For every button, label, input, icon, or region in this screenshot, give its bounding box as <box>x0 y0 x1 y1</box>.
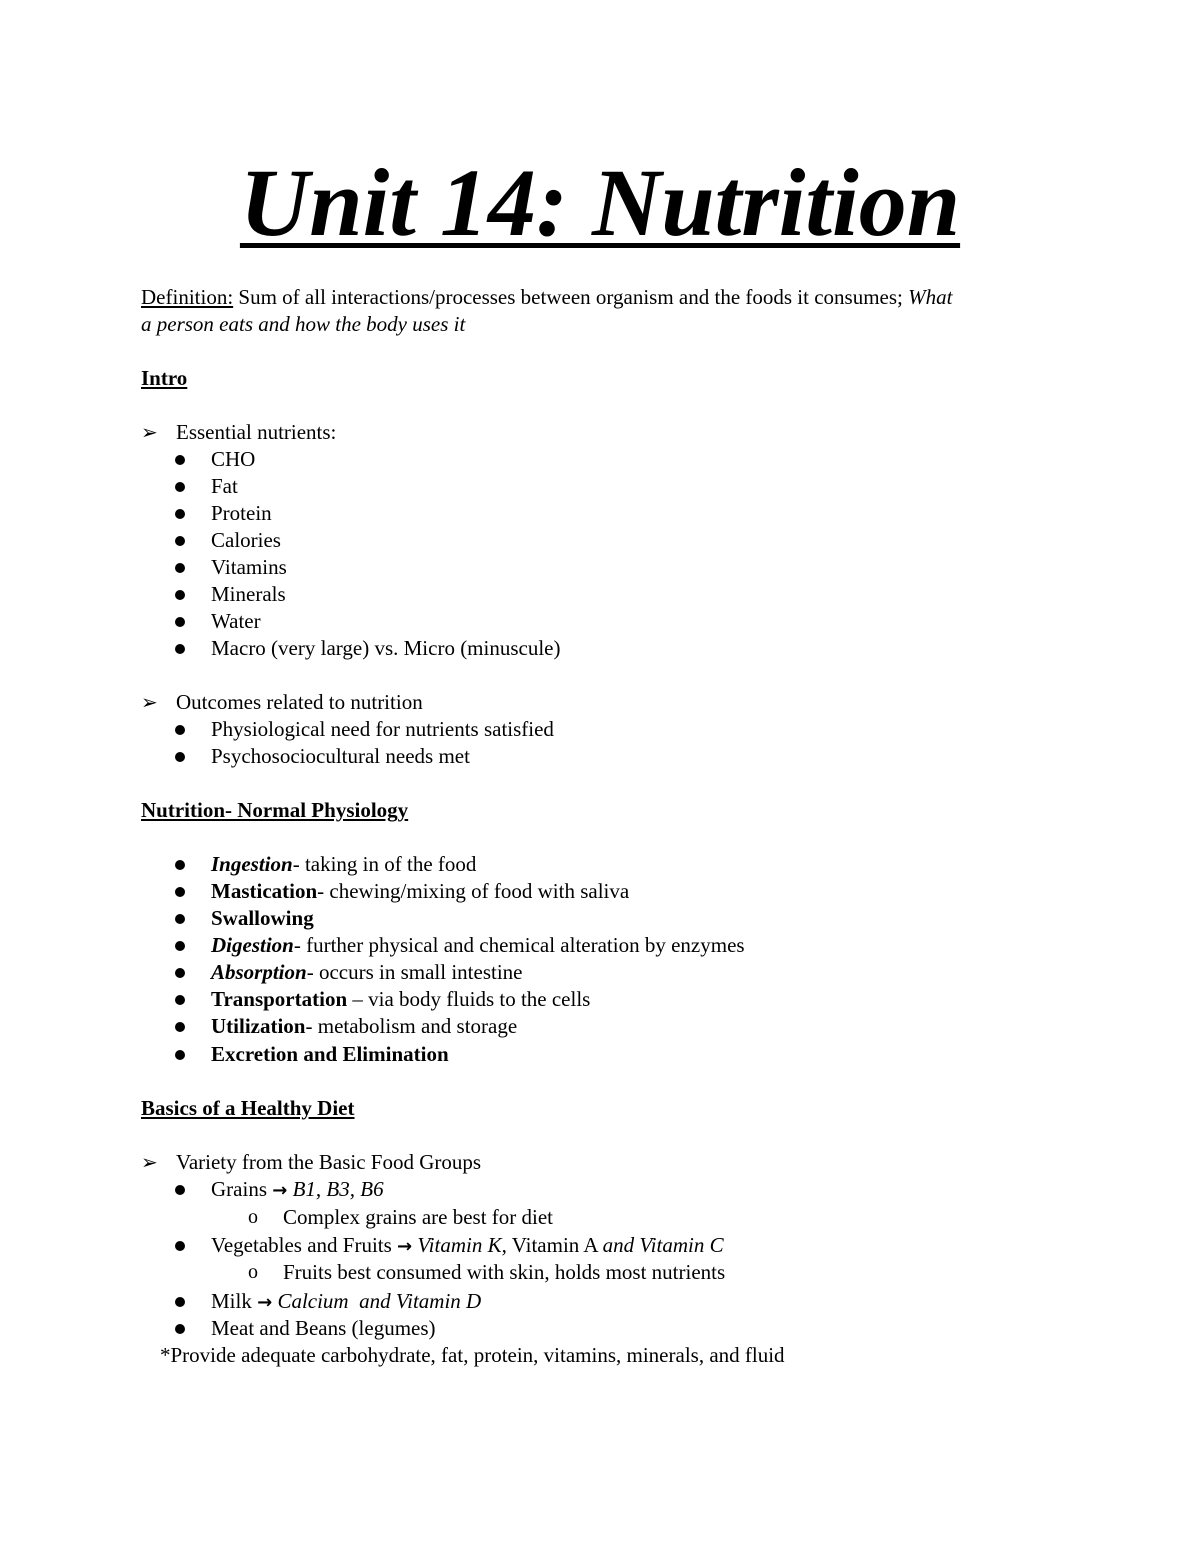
list-item-text <box>211 1176 384 1204</box>
list-item-text: Psychosociocultural needs met <box>211 744 470 768</box>
list-item-text: Minerals <box>211 582 286 606</box>
bullet-icon <box>175 860 185 870</box>
list-item <box>0 581 1200 608</box>
milk-vitamins: Calcium and Vitamin D <box>272 1289 482 1313</box>
bullet-icon <box>175 968 185 978</box>
list-item-text <box>211 878 629 905</box>
bullet-icon <box>175 914 185 924</box>
diet-note: *Provide adequate carbohydrate, fat, protein, vitamins, minerals, and fluid <box>160 1343 785 1367</box>
intro-heading: Intro <box>141 366 188 390</box>
bullet-icon <box>175 1050 185 1060</box>
circle-bullet-icon: o <box>248 1261 258 1283</box>
definition-text: Sum of all interactions/processes between organism and the foods it consumes; <box>233 285 909 309</box>
term-description: - occurs in small intestine <box>306 960 523 984</box>
list-item-text <box>211 959 523 986</box>
list-item <box>0 1013 1200 1040</box>
page-title <box>0 148 1200 258</box>
list-item <box>0 500 1200 527</box>
list-item-text: Calories <box>211 528 281 552</box>
grains-vitamins: B1, B3, B6 <box>287 1177 384 1201</box>
variety-item <box>0 1149 1200 1176</box>
bullet-icon <box>175 536 185 546</box>
list-item-text <box>211 1041 449 1068</box>
sub-list-item <box>0 1204 1200 1231</box>
term-description: - taking in of the food <box>292 852 477 876</box>
right-arrow-icon: → <box>272 1180 288 1201</box>
list-item-text: Physiological need for nutrients satisfied <box>211 717 554 741</box>
bullet-icon <box>175 482 185 492</box>
list-item <box>0 446 1200 473</box>
arrow-bullet-icon: ➢ <box>141 420 158 444</box>
list-item <box>0 716 1200 743</box>
bullet-icon <box>175 1324 185 1334</box>
list-item-text: Macro (very large) vs. Micro (minuscule) <box>211 636 561 660</box>
bullet-icon <box>175 752 185 762</box>
term: Mastication <box>211 879 318 903</box>
physiology-heading: Nutrition- Normal Physiology <box>141 798 409 822</box>
term-description: - metabolism and storage <box>305 1014 518 1038</box>
list-item-text: Water <box>211 609 261 633</box>
list-item <box>0 1288 1200 1315</box>
list-item-text <box>211 932 745 959</box>
list-item <box>0 851 1200 878</box>
term: Ingestion <box>211 852 293 876</box>
term: Transportation <box>211 987 348 1011</box>
definition-line-1 <box>141 284 952 311</box>
list-item-text: Meat and Beans (legumes) <box>211 1316 436 1340</box>
list-item <box>0 608 1200 635</box>
list-item-text: CHO <box>211 447 256 471</box>
veg-vitamin-c: and Vitamin C <box>602 1233 724 1257</box>
essential-nutrients-item <box>0 419 1200 446</box>
milk-label: Milk <box>211 1289 258 1313</box>
arrow-bullet-icon: ➢ <box>141 1150 158 1174</box>
list-item-text: Vitamins <box>211 555 287 579</box>
bullet-icon <box>175 590 185 600</box>
list-item <box>0 905 1200 932</box>
list-item <box>0 1315 1200 1342</box>
right-arrow-icon: → <box>257 1292 273 1313</box>
veg-vitamin-a: , Vitamin A <box>501 1233 603 1257</box>
bullet-icon <box>175 995 185 1005</box>
bullet-icon <box>175 887 185 897</box>
bullet-icon <box>175 563 185 573</box>
sub-list-item-text: Complex grains are best for diet <box>283 1205 554 1229</box>
list-item <box>0 1232 1200 1259</box>
definition-line-2: a person eats and how the body uses it <box>141 312 466 336</box>
term: Swallowing <box>211 906 314 930</box>
list-item <box>0 554 1200 581</box>
veg-label: Vegetables and Fruits <box>211 1233 398 1257</box>
sub-list-item <box>0 1259 1200 1286</box>
definition-label: Definition: <box>141 285 234 309</box>
bullet-icon <box>175 644 185 654</box>
list-item <box>0 635 1200 662</box>
list-item <box>0 959 1200 986</box>
term: Excretion and Elimination <box>211 1042 449 1066</box>
page-title-text: Unit 14: Nutrition <box>239 149 961 256</box>
list-item <box>0 1041 1200 1068</box>
sub-list-item-text: Fruits best consumed with skin, holds most nutrients <box>283 1260 726 1284</box>
term-description: - further physical and chemical alteration by enzymes <box>293 933 745 957</box>
bullet-icon <box>175 1297 185 1307</box>
list-item <box>0 743 1200 770</box>
grains-label: Grains <box>211 1177 273 1201</box>
term: Absorption <box>211 960 307 984</box>
bullet-icon <box>175 941 185 951</box>
veg-vitamin-k: Vitamin K <box>412 1233 502 1257</box>
right-arrow-icon: → <box>397 1236 413 1257</box>
outcomes-item <box>0 689 1200 716</box>
list-item <box>0 527 1200 554</box>
essential-nutrients-label: Essential nutrients: <box>176 420 337 444</box>
list-item-text <box>211 1013 517 1040</box>
variety-label: Variety from the Basic Food Groups <box>176 1150 482 1174</box>
list-item-text <box>211 1288 481 1316</box>
bullet-icon <box>175 725 185 735</box>
term-description: - chewing/mixing of food with saliva <box>317 879 630 903</box>
definition-italic-1: What <box>908 285 953 309</box>
term: Utilization <box>211 1014 306 1038</box>
list-item <box>0 986 1200 1013</box>
diet-heading: Basics of a Healthy Diet <box>141 1096 355 1120</box>
list-item <box>0 473 1200 500</box>
term: Digestion <box>211 933 294 957</box>
circle-bullet-icon: o <box>248 1206 258 1228</box>
term-description: – via body fluids to the cells <box>347 987 591 1011</box>
bullet-icon <box>175 455 185 465</box>
list-item-text <box>211 851 476 878</box>
list-item-text <box>211 905 314 932</box>
bullet-icon <box>175 617 185 627</box>
list-item-text <box>211 1232 724 1260</box>
list-item <box>0 878 1200 905</box>
list-item-text <box>211 986 590 1013</box>
arrow-bullet-icon: ➢ <box>141 690 158 714</box>
outcomes-label: Outcomes related to nutrition <box>176 690 423 714</box>
list-item-text: Fat <box>211 474 238 498</box>
bullet-icon <box>175 1185 185 1195</box>
bullet-icon <box>175 1022 185 1032</box>
list-item-text: Protein <box>211 501 272 525</box>
list-item <box>0 932 1200 959</box>
list-item <box>0 1176 1200 1203</box>
bullet-icon <box>175 509 185 519</box>
bullet-icon <box>175 1241 185 1251</box>
